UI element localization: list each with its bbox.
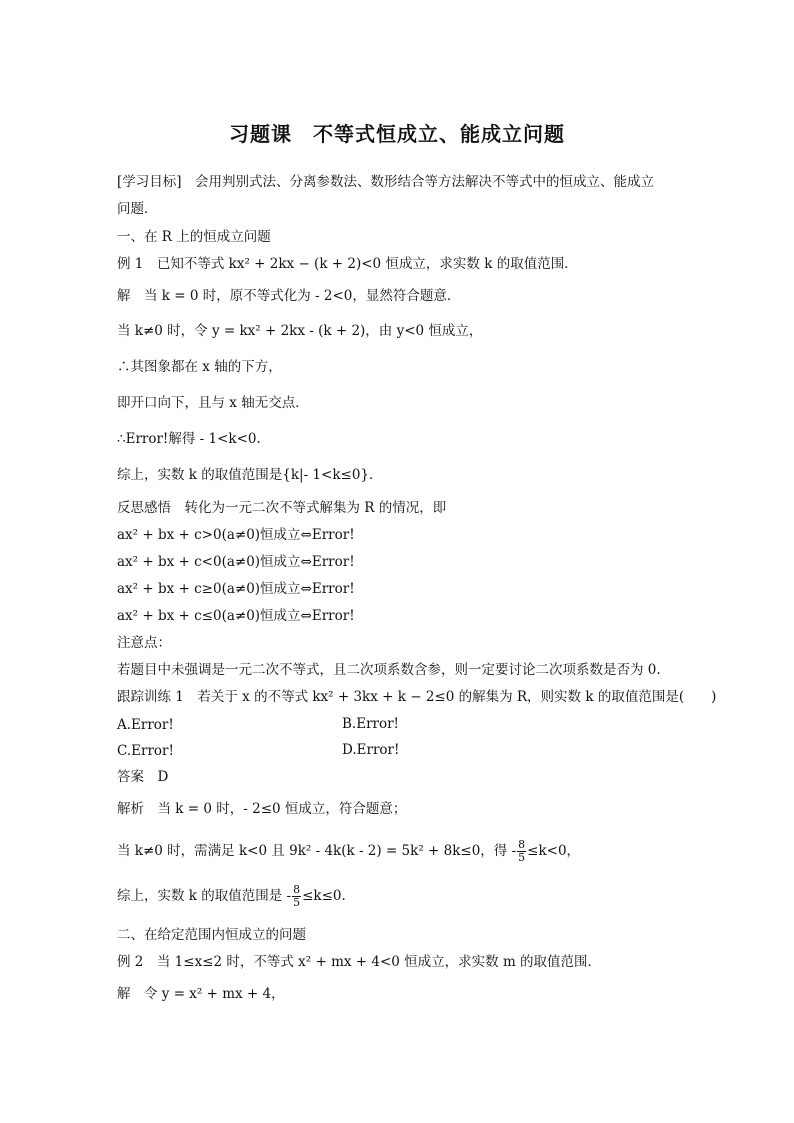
fraction-numerator-2: 8 — [293, 883, 301, 896]
option-c: C.Error! — [117, 743, 174, 759]
example-1: 例 1 已知不等式 kx² + 2kx − (k + 2)<0 恒成立，求实数 k 的取值范围． — [117, 256, 578, 272]
note-label: 注意点： — [117, 635, 171, 651]
reflection-heading: 反思感悟 转化为一元二次不等式解集为 R 的情况，即 — [117, 500, 447, 516]
analysis-line-2-tail: ≤k<0， — [527, 843, 581, 859]
example-2: 例 2 当 1≤x≤2 时，不等式 x² + mx + 4<0 恒成立，求实数 m 的取值范围． — [117, 954, 602, 970]
analysis-line-3-text: 综上，实数 k 的取值范围是 - — [117, 888, 292, 904]
tracking-exercise-1: 跟踪训练 1 若关于 x 的不等式 kx² + 3kx + k − 2≤0 的解集为 R，则实数 k 的取值范围是( ) — [117, 689, 717, 705]
section-2-heading: 二、在给定范围内恒成立的问题 — [117, 927, 306, 943]
reflection-rule-4: ax² + bx + c≤0(a≠0)恒成立⇔Error! — [117, 608, 355, 624]
solution-1-line-1: 解 当 k = 0 时，原不等式化为 - 2<0，显然符合题意． — [117, 288, 461, 304]
fraction-eight-fifths-2 — [292, 884, 301, 909]
reflection-rule-2: ax² + bx + c<0(a≠0)恒成立⇔Error! — [117, 554, 355, 570]
fraction-numerator: 8 — [518, 838, 526, 851]
analysis-line-2 — [117, 836, 580, 866]
note-text: 若题目中未强调是一元二次不等式，且二次项系数含参，则一定要讨论二次项系数是否为 0. — [117, 662, 661, 678]
solution-1-line-2: 当 k≠0 时，令 y = kx² + 2kx - (k + 2)，由 y<0 恒成立， — [117, 323, 483, 339]
section-1-heading: 一、在 R 上的恒成立问题 — [117, 229, 271, 245]
solution-2-line-1: 解 令 y = x² + mx + 4， — [117, 986, 285, 1002]
fraction-denominator: 5 — [518, 851, 526, 864]
solution-1-line-5: ∴Error!解得 - 1<k<0. — [117, 431, 261, 447]
learning-goal-line-2: 问题． — [117, 201, 158, 217]
analysis-line-1: 解析 当 k = 0 时，- 2≤0 恒成立，符合题意； — [117, 801, 407, 817]
solution-1-line-4: 即开口向下，且与 x 轴无交点． — [117, 395, 309, 411]
solution-1-line-6: 综上，实数 k 的取值范围是{k|- 1<k≤0}． — [117, 467, 383, 483]
fraction-eight-fifths — [517, 839, 526, 864]
learning-goal-line-1: [学习目标] 会用判别式法、分离参数法、数形结合等方法解决不等式中的恒成立、能成立 — [117, 174, 655, 190]
option-d: D.Error! — [342, 742, 400, 758]
fraction-denominator-2: 5 — [293, 896, 301, 909]
page-title: 习题课 不等式恒成立、能成立问题 — [229, 122, 565, 146]
reflection-rule-3: ax² + bx + c≥0(a≠0)恒成立⇔Error! — [117, 581, 355, 597]
option-b: B.Error! — [342, 716, 399, 732]
reflection-rule-1: ax² + bx + c>0(a≠0)恒成立⇔Error! — [117, 527, 355, 543]
solution-1-line-3: ∴其图象都在 x 轴的下方， — [117, 359, 282, 375]
analysis-line-3-tail: ≤k≤0. — [302, 888, 346, 904]
answer-line: 答案 D — [117, 769, 169, 785]
analysis-line-2-text: 当 k≠0 时，需满足 k<0 且 9k² - 4k(k - 2) = 5k² + 8k≤0，得 - — [117, 843, 517, 859]
option-a: A.Error! — [117, 717, 174, 733]
analysis-line-3 — [117, 881, 346, 911]
